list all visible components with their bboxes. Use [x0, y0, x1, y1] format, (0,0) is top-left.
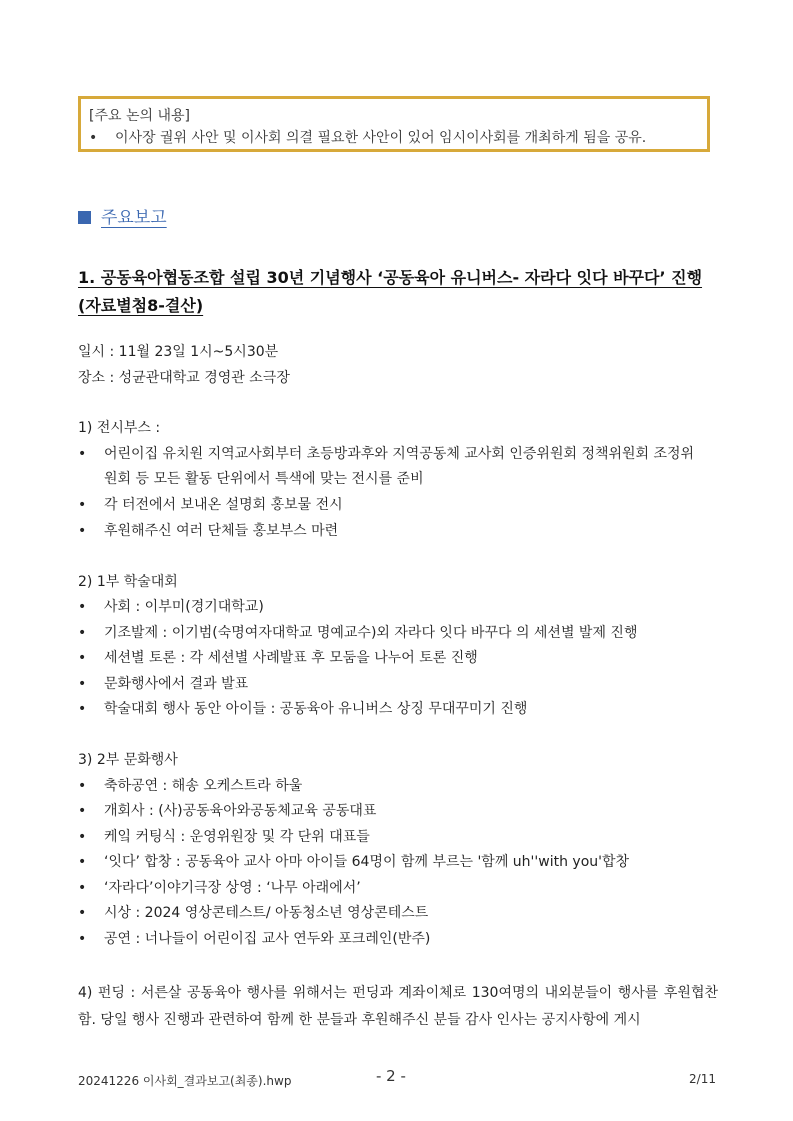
part2-heading: 2) 1부 학술대회	[78, 574, 178, 590]
list-item: • 후원해주신 여러 단체들 홍보부스 마련	[78, 523, 339, 539]
list-item: • 축하공연 : 해송 오케스트라 하울	[78, 778, 303, 794]
list-item-continuation: 원회 등 모든 활동 단위에서 특색에 맞는 전시를 준비	[104, 471, 424, 487]
discussion-bullet: • 이사장 궐위 사안 및 이사회 의결 필요한 사안이 있어 임시이사회를 개최하게 됨을 공유.	[89, 130, 647, 146]
item-title: 1. 공동육아협동조합 설립 30년 기념행사 ‘공동육아 유니버스- 자라다 잇다 바꾸다’ 진행(자료별첨8-결산)	[78, 268, 703, 315]
section-title: 주요보고	[78, 203, 167, 228]
list-item: • 세션별 토론 : 각 세션별 사례발표 후 모둠을 나누어 토론 진행	[78, 650, 478, 666]
footer-filename: 20241226 이사회_결과보고(최종).hwp	[78, 1074, 292, 1088]
footer-page-count: 2/11	[689, 1072, 716, 1086]
list-item: • 각 터전에서 보내온 설명회 홍보물 전시	[78, 497, 343, 513]
list-item: • 학술대회 행사 동안 아이들 : 공동육아 유니버스 상징 무대꾸미기 진행	[78, 701, 528, 717]
list-item: • 사회 : 이부미(경기대학교)	[78, 599, 264, 615]
list-item: • 어린이집 유치원 지역교사회부터 초등방과후와 지역공동체 교사회 인증위원회 정책위원회 조정위	[78, 446, 695, 462]
list-item: • 문화행사에서 결과 발표	[78, 676, 249, 692]
funding-paragraph: 4) 펀딩 : 서른살 공동육아 행사를 위해서는 펀딩과 계좌이체로 130여명의 내외분들이 행사를 후원협찬함. 당일 행사 진행과 관련하여 함께 한 분들과 후원해주신 분들 감사 인사는 공지사항에 게시	[78, 985, 718, 1028]
part1-heading: 1) 전시부스 :	[78, 420, 161, 436]
list-item: • 케잌 커팅식 : 운영위원장 및 각 단위 대표들	[78, 829, 370, 845]
list-item: • ‘자라다’이야기극장 상영 : ‘나무 아래에서’	[78, 880, 361, 896]
list-item: • 개회사 : (사)공동육아와공동체교육 공동대표	[78, 803, 377, 819]
part3-heading: 3) 2부 문화행사	[78, 752, 178, 768]
discussion-heading: [주요 논의 내용]	[89, 108, 190, 124]
square-bullet-icon	[78, 211, 91, 224]
list-item: • 공연 : 너나들이 어린이집 교사 연두와 포크레인(반주)	[78, 931, 431, 947]
list-item: • 기조발제 : 이기범(숙명여자대학교 명예교수)외 자라다 잇다 바꾸다 의 세션별 발제 진행	[78, 625, 638, 641]
list-item: • ‘잇다’ 합창 : 공동육아 교사 아마 아이들 64명이 함께 부르는 '함께 uh''with you'합창	[78, 854, 630, 870]
list-item: • 시상 : 2024 영상콘테스트/ 아동청소년 영상콘테스트	[78, 905, 429, 921]
event-place: 장소 : 성균관대학교 경영관 소극장	[78, 370, 290, 386]
event-date: 일시 : 11월 23일 1시~5시30분	[78, 344, 279, 360]
discussion-box	[78, 96, 710, 152]
footer-page-mark: - 2 -	[376, 1067, 406, 1085]
